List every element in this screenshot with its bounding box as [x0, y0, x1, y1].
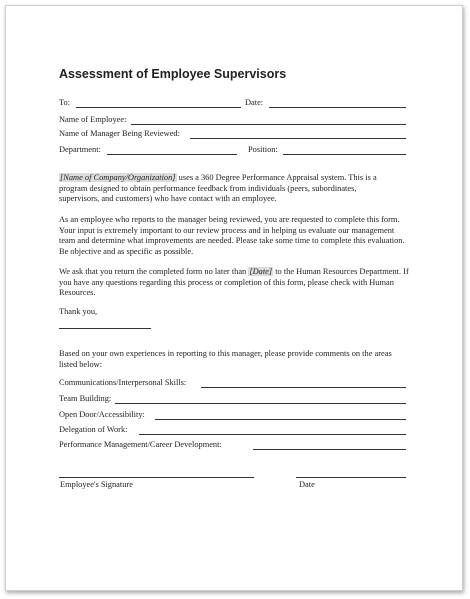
to-field[interactable] — [76, 107, 241, 108]
to-label: To: — [59, 98, 71, 107]
signature-date-line[interactable] — [296, 477, 406, 478]
signature-date-label: Date — [299, 480, 315, 489]
to-date-row — [59, 97, 409, 109]
comments-prompt: Based on your own experiences in reporting to this manager, please provide comments on the areas listed below: — [59, 349, 392, 369]
page-title: Assessment of Employee Supervisors — [59, 67, 287, 81]
area-comment-field[interactable] — [155, 419, 406, 420]
employee-signature-line[interactable] — [59, 477, 254, 478]
area-label: Open Door/Accessibility: — [59, 410, 145, 419]
intro-text: to the Human Resources Department. If you have any questions regarding this process or completion of this form, please check with Human Resources. — [59, 267, 409, 298]
employee-row — [59, 114, 409, 126]
department-label: Department: — [59, 145, 101, 154]
area-comment-field[interactable] — [139, 434, 406, 435]
area-row — [59, 393, 409, 405]
area-label: Team Building: — [59, 394, 112, 403]
date-label: Date: — [245, 98, 264, 107]
area-comment-field[interactable] — [253, 449, 406, 450]
intro-text: uses a 360 Degree Performance Appraisal system. This is a — [176, 173, 377, 182]
area-row — [59, 409, 409, 421]
intro-paragraph-2: As an employee who reports to the manager being reviewed, you are requested to complete this form. Your input is extremely important to our review process and in helping us evaluate our management team and determine what improvements are needed. Please take some time to complete this evaluation. Be objective and as specific as possible. — [59, 215, 405, 256]
area-row — [59, 377, 409, 389]
intro-text: program designed to obtain performance feedback from individuals (peers, subordinates, — [59, 183, 357, 193]
company-placeholder[interactable]: [Name of Company/Organization] — [60, 173, 176, 182]
area-comment-field[interactable] — [115, 403, 406, 404]
closing-signature-line[interactable] — [59, 328, 151, 329]
manager-field[interactable] — [190, 138, 406, 139]
intro-text: We ask that you return the completed form no later than — [59, 267, 249, 276]
employee-label: Name of Employee: — [59, 115, 127, 124]
department-position-row — [59, 144, 409, 156]
date-placeholder[interactable]: [Date] — [249, 267, 273, 276]
intro-text: supervisors, and customers) who have contact with an employee. — [59, 194, 277, 204]
employee-field[interactable] — [131, 124, 406, 125]
date-field[interactable] — [269, 107, 406, 108]
area-comment-field[interactable] — [201, 387, 406, 388]
position-label: Position: — [248, 145, 278, 154]
thank-you: Thank you, — [59, 307, 98, 316]
intro-paragraph-1 — [59, 173, 409, 205]
department-field[interactable] — [107, 154, 237, 155]
area-row — [59, 424, 409, 436]
position-field[interactable] — [283, 154, 406, 155]
area-label: Performance Management/Career Development: — [59, 440, 222, 449]
intro-paragraph-3 — [59, 267, 409, 299]
area-label: Delegation of Work: — [59, 425, 128, 434]
employee-signature-label: Employee's Signature — [60, 480, 133, 489]
manager-label: Name of Manager Being Reviewed: — [59, 129, 180, 138]
area-row — [59, 439, 409, 451]
area-label: Communications/Interpersonal Skills: — [59, 378, 187, 387]
manager-row — [59, 128, 409, 140]
